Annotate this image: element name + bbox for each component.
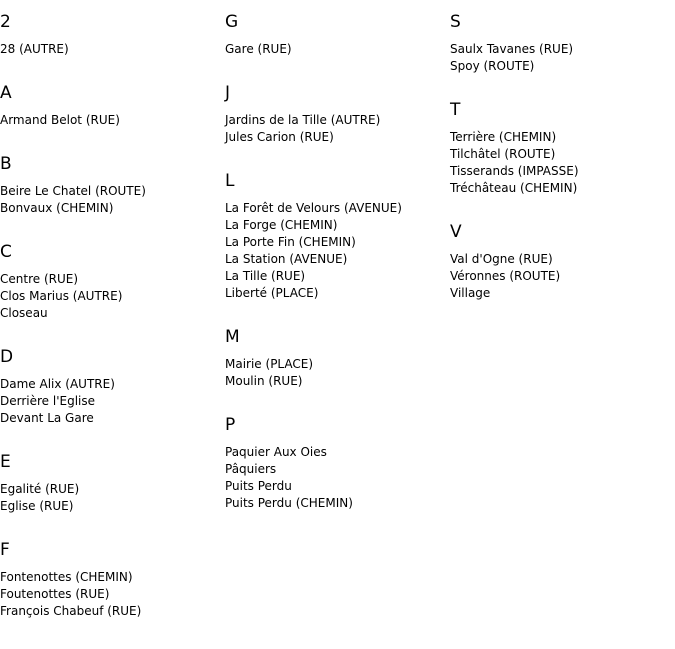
letter-group [450,88,675,197]
street-name: Pâquiers [225,462,277,476]
section-letter-heading: G [225,12,239,32]
street-name: Tréchâteau (CHEMIN) [450,181,578,195]
index-column-3 [450,0,675,315]
section-letter-heading: F [0,540,10,560]
street-name: Closeau [0,306,48,320]
section-letter-heading: D [0,347,14,367]
letter-group [0,528,225,620]
street-name: Liberté (PLACE) [225,286,319,300]
letter-group [450,210,675,302]
street-name: La Forêt de Velours (AVENUE) [225,201,402,215]
street-name: Egalité (RUE) [0,482,80,496]
section-letter-heading: B [0,154,12,174]
street-name: Eglise (RUE) [0,499,74,513]
street-name: Derrière l'Eglise [0,394,95,408]
section-letter-heading: 2 [0,12,11,32]
street-name: Mairie (PLACE) [225,357,314,371]
street-name: Beire Le Chatel (ROUTE) [0,184,146,198]
section-letter-heading: C [0,242,12,262]
street-name: Bonvaux (CHEMIN) [0,201,114,215]
letter-group [225,71,450,146]
street-name: Moulin (RUE) [225,374,303,388]
letter-group [0,440,225,515]
letter-group [0,0,225,58]
street-name: Spoy (ROUTE) [450,59,535,73]
street-name: La Station (AVENUE) [225,252,348,266]
letter-group [0,71,225,129]
section-letter-heading: J [225,83,231,103]
street-name: Jules Carion (RUE) [225,130,334,144]
street-name: Véronnes (ROUTE) [450,269,561,283]
letter-group [450,0,675,75]
section-letter-heading: S [450,12,461,32]
street-name: Fontenottes (CHEMIN) [0,570,133,584]
street-name: Dame Alix (AUTRE) [0,377,115,391]
street-name: Centre (RUE) [0,272,79,286]
index-column-2 [225,0,450,525]
section-letter-heading: E [0,452,11,472]
street-name: François Chabeuf (RUE) [0,604,142,618]
section-letter-heading: M [225,327,240,347]
letter-group [0,142,225,217]
street-name: Gare (RUE) [225,42,292,56]
street-name: Terrière (CHEMIN) [450,130,557,144]
street-name: Armand Belot (RUE) [0,113,120,127]
street-name: Village [450,286,491,300]
letter-group [0,230,225,322]
street-name: La Forge (CHEMIN) [225,218,338,232]
section-letter-heading: A [0,83,12,103]
letter-group [0,335,225,427]
section-letter-heading: T [450,100,461,120]
street-name: Val d'Ogne (RUE) [450,252,553,266]
section-letter-heading: P [225,415,236,435]
street-name: La Tille (RUE) [225,269,306,283]
street-name: Paquier Aux Oies [225,445,327,459]
street-name: Jardins de la Tille (AUTRE) [225,113,381,127]
letter-group [225,0,450,58]
street-name: Puits Perdu [225,479,292,493]
letter-group [225,315,450,390]
street-name: Clos Marius (AUTRE) [0,289,123,303]
street-name: 28 (AUTRE) [0,42,69,56]
street-name: Tilchâtel (ROUTE) [450,147,556,161]
letter-group [225,403,450,512]
street-name: Saulx Tavanes (RUE) [450,42,574,56]
index-column-1 [0,0,225,633]
street-name: Tisserands (IMPASSE) [450,164,579,178]
section-letter-heading: L [225,171,235,191]
street-name: La Porte Fin (CHEMIN) [225,235,356,249]
street-name: Devant La Gare [0,411,94,425]
street-name: Foutenottes (RUE) [0,587,110,601]
street-name: Puits Perdu (CHEMIN) [225,496,353,510]
letter-group [225,159,450,302]
section-letter-heading: V [450,222,462,242]
